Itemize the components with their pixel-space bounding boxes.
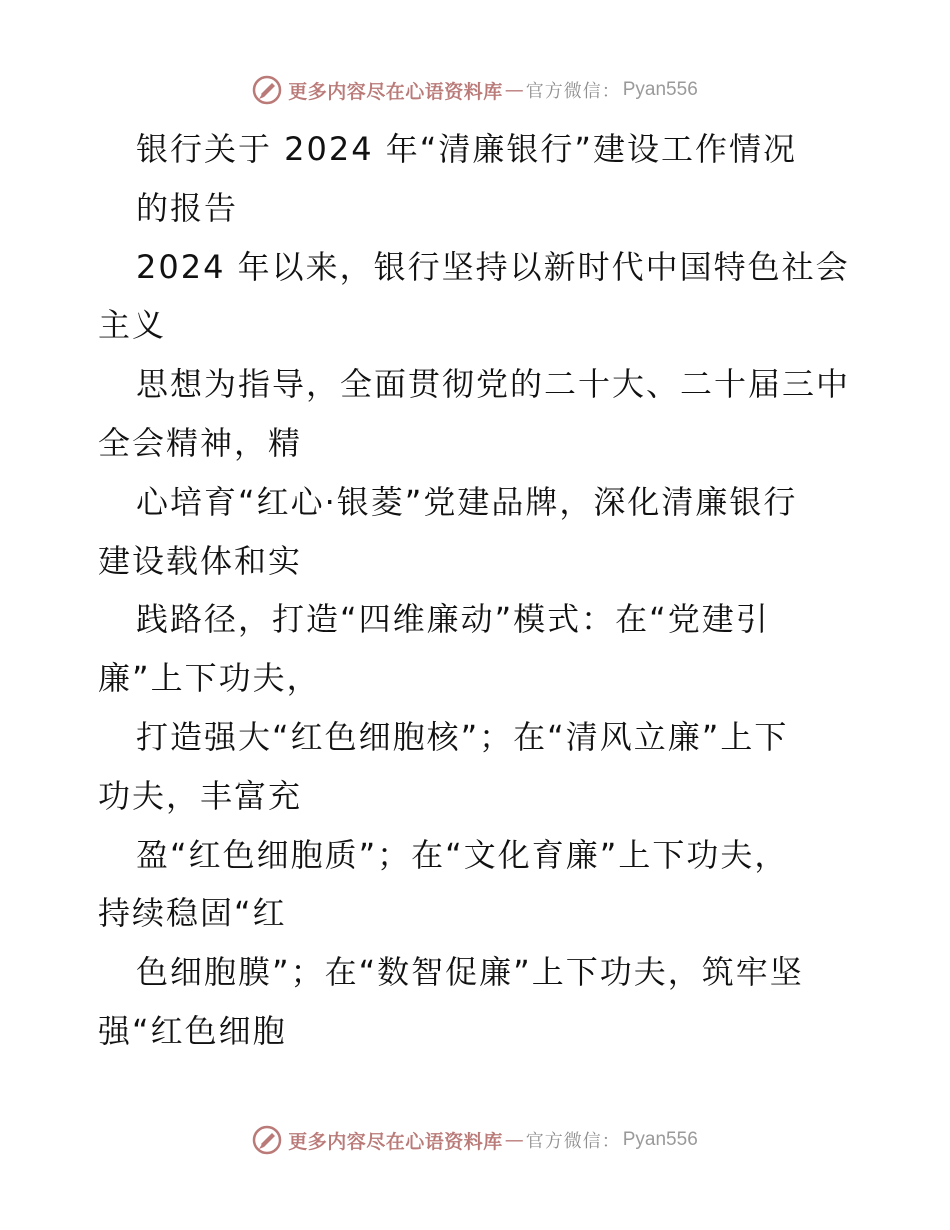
watermark-dash: — [504,1129,524,1151]
doc-line: 功夫，丰富充 [98,776,303,815]
doc-line: 思想为指导，全面贯彻党的二十大、二十届三中 [136,365,851,404]
logo-icon [252,1125,282,1155]
doc-line: 廉”上下功夫， [98,659,321,698]
doc-line: 主义 [98,306,167,345]
doc-line: 银行关于 2024 年“清廉银行”建设工作情况 [136,130,797,168]
document-body [98,120,858,1061]
doc-line: 色细胞膜”；在“数智促廉”上下功夫，筑牢坚 [136,953,804,992]
watermark-main-text: 更多内容尽在心语资料库 [288,1130,503,1153]
doc-line: 全会精神，精 [98,423,303,462]
doc-line: 盈“红色细胞质”；在“文化育廉”上下功夫， [136,835,789,874]
logo-icon [252,75,282,105]
watermark-dash: — [504,79,524,101]
doc-line: 2024 年以来，银行坚持以新时代中国特色社会 [136,247,850,286]
doc-line: 强“红色细胞 [98,1011,287,1050]
watermark-wechat-id: Pyan556 [622,79,698,100]
watermark-sub-text: 官方微信： [525,81,621,102]
doc-line: 打造强大“红色细胞核”；在“清风立廉”上下 [136,717,789,756]
doc-line: 持续稳固“红 [98,894,287,933]
header-watermark [0,70,950,110]
footer-watermark [0,1120,950,1160]
doc-line: 心培育“红心·银菱”党建品牌，深化清廉银行 [136,482,798,521]
watermark-main-text: 更多内容尽在心语资料库 [288,80,503,103]
doc-line: 践路径，打造“四维廉动”模式：在“党建引 [136,600,770,639]
doc-line: 建设载体和实 [98,541,303,580]
watermark-wechat-id: Pyan556 [622,1129,698,1150]
doc-line: 的报告 [136,188,239,227]
watermark-sub-text: 官方微信： [525,1131,621,1152]
